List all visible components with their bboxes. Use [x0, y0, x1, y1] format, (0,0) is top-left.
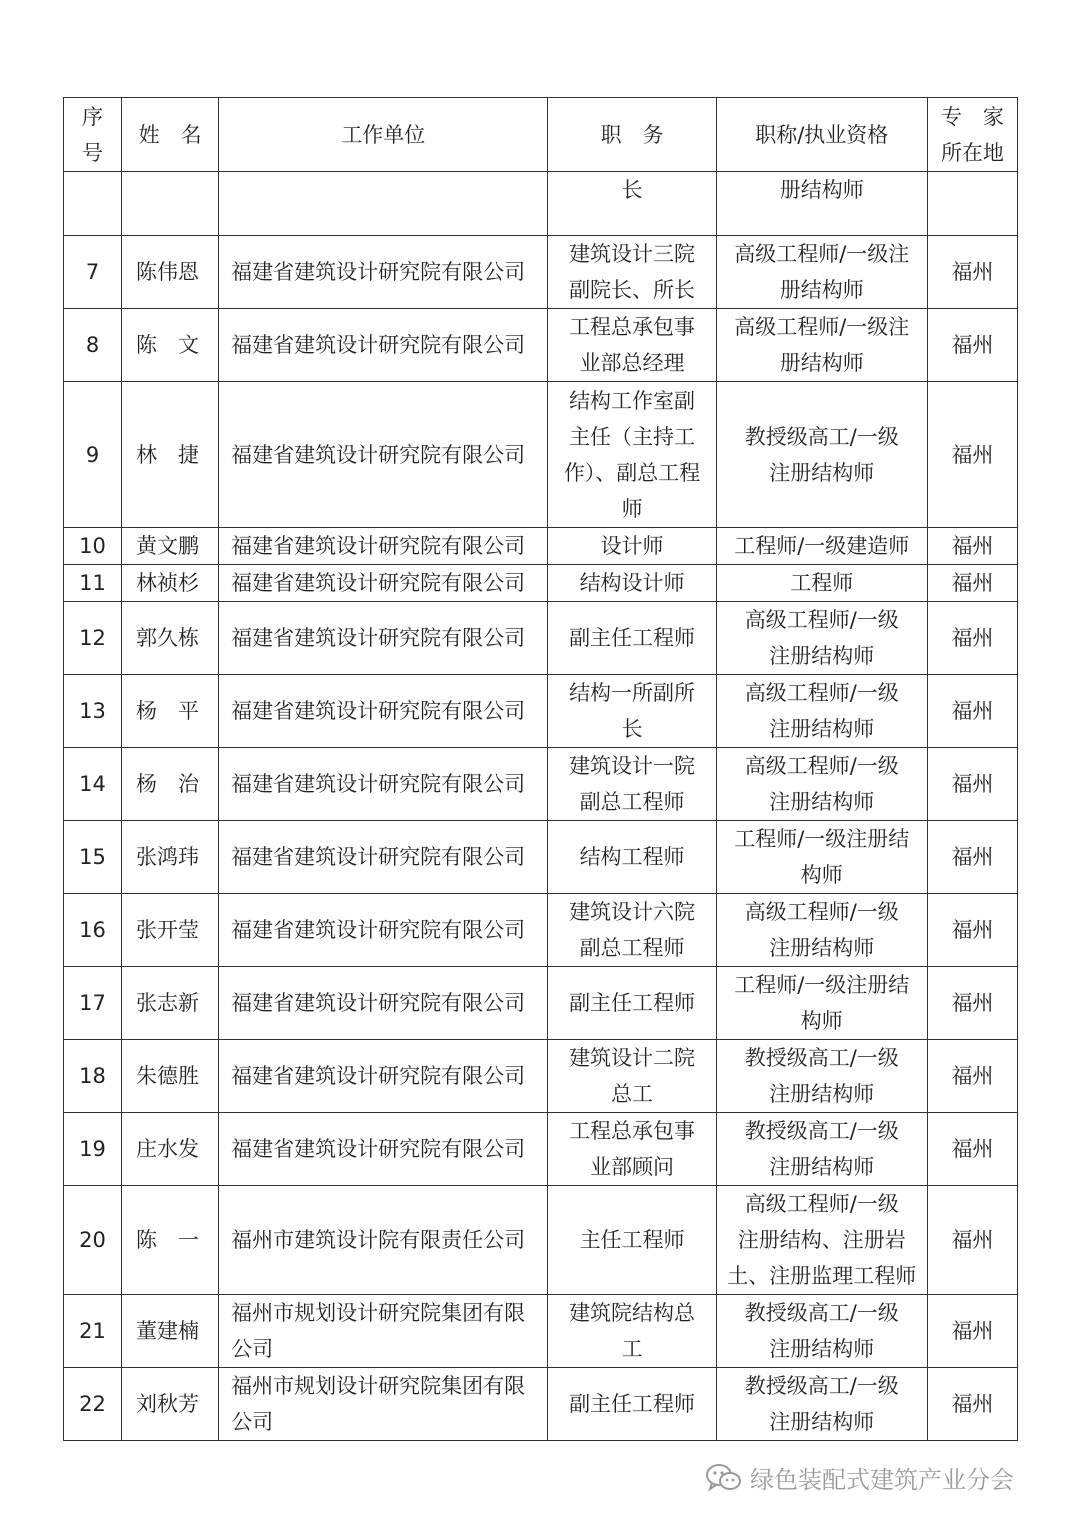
cell-duty: 副主任工程师: [548, 967, 716, 1040]
cell-duty: 建筑设计二院 总工: [548, 1040, 716, 1113]
table-row: [64, 1040, 1018, 1113]
header-unit: 工作单位: [219, 98, 548, 172]
header-title: 职称/执业资格: [716, 98, 927, 172]
cell-title: 教授级高工/一级 注册结构师: [716, 1113, 927, 1186]
cell-duty: 建筑设计六院 副总工程师: [548, 894, 716, 967]
cell-unit: 福建省建筑设计研究院有限公司: [219, 1040, 548, 1113]
cell-location: 福州: [927, 1113, 1017, 1186]
cell-location: 福州: [927, 1295, 1017, 1368]
cell-location: [927, 172, 1017, 236]
cell-title: 册结构师: [716, 172, 927, 236]
wechat-icon: [706, 1463, 742, 1493]
cell-seq: 21: [64, 1295, 122, 1368]
cell-unit: 福建省建筑设计研究院有限公司: [219, 236, 548, 309]
cell-seq: 14: [64, 748, 122, 821]
header-location: 专 家 所在地: [927, 98, 1017, 172]
cell-duty: 建筑院结构总 工: [548, 1295, 716, 1368]
table-row: [64, 382, 1018, 528]
table-row: [64, 675, 1018, 748]
table-row: [64, 748, 1018, 821]
cell-location: 福州: [927, 748, 1017, 821]
cell-duty: 工程总承包事 业部总经理: [548, 309, 716, 382]
header-row: [64, 98, 1018, 172]
cell-seq: [64, 172, 122, 236]
table-row: [64, 1295, 1018, 1368]
header-seq: 序 号: [64, 98, 122, 172]
cell-name: 张开莹: [122, 894, 219, 967]
cell-title: 高级工程师/一级 注册结构师: [716, 748, 927, 821]
cell-name: 杨 治: [122, 748, 219, 821]
cell-seq: 22: [64, 1368, 122, 1441]
cell-unit: 福建省建筑设计研究院有限公司: [219, 967, 548, 1040]
header-name: 姓 名: [122, 98, 219, 172]
cell-seq: 16: [64, 894, 122, 967]
cell-location: 福州: [927, 528, 1017, 565]
table-row: [64, 172, 1018, 236]
cell-name: 郭久栋: [122, 602, 219, 675]
cell-title: 工程师: [716, 565, 927, 602]
table-row: [64, 1186, 1018, 1295]
cell-name: 林祯杉: [122, 565, 219, 602]
cell-location: 福州: [927, 1186, 1017, 1295]
table-row: [64, 1113, 1018, 1186]
cell-unit: 福建省建筑设计研究院有限公司: [219, 1113, 548, 1186]
watermark-text: 绿色装配式建筑产业分会: [750, 1466, 1014, 1494]
cell-duty: 副主任工程师: [548, 1368, 716, 1441]
cell-location: 福州: [927, 675, 1017, 748]
cell-duty: 结构工程师: [548, 821, 716, 894]
cell-title: 教授级高工/一级 注册结构师: [716, 1040, 927, 1113]
cell-title: 工程师/一级注册结 构师: [716, 967, 927, 1040]
cell-seq: 20: [64, 1186, 122, 1295]
cell-location: 福州: [927, 602, 1017, 675]
cell-seq: 8: [64, 309, 122, 382]
table-row: [64, 1368, 1018, 1441]
cell-name: 陈 文: [122, 309, 219, 382]
cell-unit: 福建省建筑设计研究院有限公司: [219, 675, 548, 748]
cell-title: 高级工程师/一级 注册结构师: [716, 602, 927, 675]
cell-name: 陈伟恩: [122, 236, 219, 309]
cell-title: 高级工程师/一级 注册结构、注册岩 土、注册监理工程师: [716, 1186, 927, 1295]
cell-duty: 结构设计师: [548, 565, 716, 602]
cell-title: 教授级高工/一级 注册结构师: [716, 1368, 927, 1441]
watermark: [706, 1460, 1014, 1495]
table-row: [64, 894, 1018, 967]
cell-unit: 福建省建筑设计研究院有限公司: [219, 602, 548, 675]
cell-seq: 13: [64, 675, 122, 748]
cell-unit: 福建省建筑设计研究院有限公司: [219, 528, 548, 565]
cell-name: 林 捷: [122, 382, 219, 528]
cell-seq: 18: [64, 1040, 122, 1113]
table-row: [64, 236, 1018, 309]
cell-unit: 福州市建筑设计院有限责任公司: [219, 1186, 548, 1295]
cell-name: 刘秋芳: [122, 1368, 219, 1441]
cell-unit: 福建省建筑设计研究院有限公司: [219, 821, 548, 894]
cell-unit: 福建省建筑设计研究院有限公司: [219, 748, 548, 821]
cell-name: 张志新: [122, 967, 219, 1040]
cell-name: 张鸿玮: [122, 821, 219, 894]
cell-location: 福州: [927, 236, 1017, 309]
cell-name: 杨 平: [122, 675, 219, 748]
cell-name: 庄水发: [122, 1113, 219, 1186]
cell-seq: 12: [64, 602, 122, 675]
cell-unit: 福建省建筑设计研究院有限公司: [219, 565, 548, 602]
cell-name: 朱德胜: [122, 1040, 219, 1113]
table-row: [64, 821, 1018, 894]
cell-location: 福州: [927, 309, 1017, 382]
table-row: [64, 602, 1018, 675]
cell-duty: 结构工作室副 主任（主持工 作）、副总工程 师: [548, 382, 716, 528]
cell-location: 福州: [927, 967, 1017, 1040]
cell-seq: 15: [64, 821, 122, 894]
cell-location: 福州: [927, 894, 1017, 967]
cell-seq: 9: [64, 382, 122, 528]
cell-title: 教授级高工/一级 注册结构师: [716, 382, 927, 528]
cell-location: 福州: [927, 821, 1017, 894]
cell-seq: 17: [64, 967, 122, 1040]
cell-title: 高级工程师/一级 注册结构师: [716, 675, 927, 748]
cell-duty: 副主任工程师: [548, 602, 716, 675]
cell-title: 工程师/一级建造师: [716, 528, 927, 565]
expert-table: [63, 97, 1018, 1441]
cell-duty: 结构一所副所 长: [548, 675, 716, 748]
cell-unit: 福建省建筑设计研究院有限公司: [219, 382, 548, 528]
cell-unit: 福州市规划设计研究院集团有限 公司: [219, 1368, 548, 1441]
cell-duty: 长: [548, 172, 716, 236]
cell-location: 福州: [927, 565, 1017, 602]
cell-location: 福州: [927, 1368, 1017, 1441]
table-row: [64, 309, 1018, 382]
table-row: [64, 528, 1018, 565]
cell-unit: 福州市规划设计研究院集团有限 公司: [219, 1295, 548, 1368]
cell-duty: 工程总承包事 业部顾问: [548, 1113, 716, 1186]
cell-duty: 设计师: [548, 528, 716, 565]
cell-seq: 10: [64, 528, 122, 565]
cell-location: 福州: [927, 382, 1017, 528]
cell-seq: 11: [64, 565, 122, 602]
cell-duty: 主任工程师: [548, 1186, 716, 1295]
cell-name: 董建楠: [122, 1295, 219, 1368]
cell-seq: 7: [64, 236, 122, 309]
cell-name: 陈 一: [122, 1186, 219, 1295]
cell-seq: 19: [64, 1113, 122, 1186]
cell-name: [122, 172, 219, 236]
cell-title: 高级工程师/一级注 册结构师: [716, 309, 927, 382]
cell-title: 工程师/一级注册结 构师: [716, 821, 927, 894]
table-row: [64, 565, 1018, 602]
table-row: [64, 967, 1018, 1040]
cell-location: 福州: [927, 1040, 1017, 1113]
cell-unit: [219, 172, 548, 236]
cell-duty: 建筑设计一院 副总工程师: [548, 748, 716, 821]
cell-title: 高级工程师/一级注 册结构师: [716, 236, 927, 309]
cell-duty: 建筑设计三院 副院长、所长: [548, 236, 716, 309]
cell-name: 黄文鹏: [122, 528, 219, 565]
cell-title: 教授级高工/一级 注册结构师: [716, 1295, 927, 1368]
header-duty: 职 务: [548, 98, 716, 172]
cell-title: 高级工程师/一级 注册结构师: [716, 894, 927, 967]
cell-unit: 福建省建筑设计研究院有限公司: [219, 309, 548, 382]
cell-unit: 福建省建筑设计研究院有限公司: [219, 894, 548, 967]
